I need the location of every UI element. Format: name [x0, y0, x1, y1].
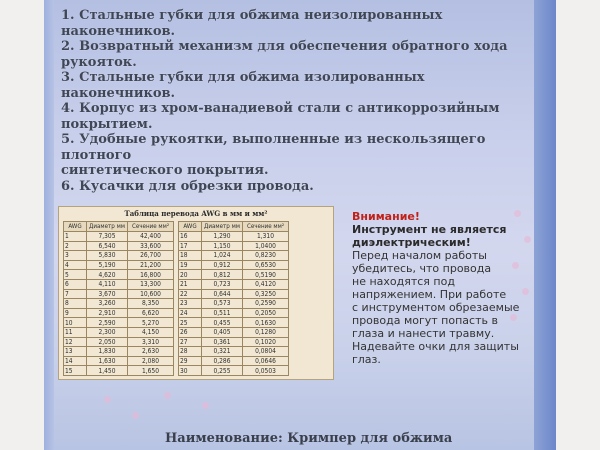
- section-cell: 6,620: [128, 308, 174, 318]
- section-cell: 0,8230: [243, 251, 289, 261]
- table-row: [179, 366, 289, 376]
- feature-line: 4. Корпус из хром-ванадиевой стали с антикоррозийным: [61, 101, 500, 116]
- diameter-cell: 0,255: [202, 366, 243, 376]
- left-edge-stripe: [44, 0, 54, 450]
- warning-text-line: с инструментом обрезаемые: [352, 301, 520, 314]
- feature-line: 3. Стальные губки для обжима изолированных: [61, 70, 425, 85]
- section-cell: 21,200: [128, 260, 174, 270]
- product-name: Наименование: Кримпер для обжима: [165, 431, 453, 446]
- diameter-cell: 1,630: [87, 356, 128, 366]
- awg-cell: 3: [64, 251, 87, 261]
- table-row: [64, 299, 174, 309]
- awg-cell: 23: [179, 299, 202, 309]
- table-row: [179, 327, 289, 337]
- warning-bold-line: диэлектрическим!: [352, 236, 471, 249]
- diameter-cell: 0,321: [202, 347, 243, 357]
- awg-table-title: Таблица перевода AWG в мм и мм²: [124, 209, 268, 218]
- warning-body-text: [352, 249, 528, 366]
- table-row: [179, 270, 289, 280]
- diameter-cell: 5,190: [87, 260, 128, 270]
- feature-line: 1. Стальные губки для обжима неизолированных: [61, 8, 443, 23]
- feature-line: 5. Удобные рукоятки, выполненные из нескользящего плотного: [61, 132, 486, 163]
- feature-line: наконечников.: [61, 85, 176, 101]
- table-row: [179, 279, 289, 289]
- diameter-cell: 2,910: [87, 308, 128, 318]
- section-cell: 5,270: [128, 318, 174, 328]
- section-cell: 26,700: [128, 251, 174, 261]
- warning-text-line: глаз.: [352, 353, 381, 366]
- table-row: [64, 356, 174, 366]
- section-cell: 42,400: [128, 232, 174, 242]
- diameter-cell: 0,812: [202, 270, 243, 280]
- section-cell: 0,5190: [243, 270, 289, 280]
- awg-cell: 6: [64, 279, 87, 289]
- section-cell: 0,1020: [243, 337, 289, 347]
- section-cell: 0,6530: [243, 260, 289, 270]
- awg-cell: 14: [64, 356, 87, 366]
- section-cell: 0,4120: [243, 279, 289, 289]
- awg-cell: 9: [64, 308, 87, 318]
- column-header-section: Сечение мм²: [128, 222, 174, 232]
- awg-cell: 5: [64, 270, 87, 280]
- table-row: [179, 251, 289, 261]
- awg-cell: 10: [64, 318, 87, 328]
- diameter-cell: 0,361: [202, 337, 243, 347]
- awg-cell: 21: [179, 279, 202, 289]
- section-cell: 0,0804: [243, 347, 289, 357]
- section-cell: 0,0503: [243, 366, 289, 376]
- diameter-cell: 3,670: [87, 289, 128, 299]
- column-header-diameter: Диаметр мм: [202, 222, 243, 232]
- diameter-cell: 7,305: [87, 232, 128, 242]
- section-cell: 4,150: [128, 327, 174, 337]
- feature-line: 6. Кусачки для обрезки провода.: [61, 178, 314, 194]
- table-row: [64, 308, 174, 318]
- diameter-cell: 0,723: [202, 279, 243, 289]
- awg-cell: 15: [64, 366, 87, 376]
- warning-bold-line: Инструмент не является: [352, 223, 507, 236]
- warning-bold-text: [352, 223, 528, 249]
- awg-cell: 13: [64, 347, 87, 357]
- table-row: [179, 289, 289, 299]
- table-row: [64, 241, 174, 251]
- section-cell: 10,600: [128, 289, 174, 299]
- decorative-dot: [164, 392, 171, 399]
- awg-cell: 1: [64, 232, 87, 242]
- table-row: [64, 232, 174, 242]
- table-row: [179, 337, 289, 347]
- section-cell: 0,2050: [243, 308, 289, 318]
- awg-conversion-table: [58, 206, 334, 380]
- section-cell: 2,080: [128, 356, 174, 366]
- diameter-cell: 4,110: [87, 279, 128, 289]
- section-cell: 1,310: [243, 232, 289, 242]
- table-row: [64, 337, 174, 347]
- section-cell: 8,350: [128, 299, 174, 309]
- diameter-cell: 0,511: [202, 308, 243, 318]
- section-cell: 0,3250: [243, 289, 289, 299]
- diameter-cell: 1,290: [202, 232, 243, 242]
- table-row: [64, 270, 174, 280]
- diameter-cell: 1,450: [87, 366, 128, 376]
- table-row: [179, 241, 289, 251]
- diameter-cell: 2,050: [87, 337, 128, 347]
- feature-list: [61, 8, 541, 194]
- diameter-cell: 1,150: [202, 241, 243, 251]
- warning-title: Внимание!: [352, 210, 420, 223]
- awg-cell: 26: [179, 327, 202, 337]
- table-row: [179, 232, 289, 242]
- table-row: [179, 308, 289, 318]
- feature-line: 2. Возвратный механизм для обеспечения обратного хода рукояток.: [61, 39, 508, 70]
- awg-cell: 24: [179, 308, 202, 318]
- table-row: [64, 289, 174, 299]
- table-row: [179, 260, 289, 270]
- column-header-diameter: Диаметр мм: [87, 222, 128, 232]
- table-row: [179, 318, 289, 328]
- table-row: [179, 299, 289, 309]
- section-cell: 2,630: [128, 347, 174, 357]
- awg-cell: 7: [64, 289, 87, 299]
- diameter-cell: 4,620: [87, 270, 128, 280]
- awg-cell: 11: [64, 327, 87, 337]
- awg-cell: 29: [179, 356, 202, 366]
- diameter-cell: 0,644: [202, 289, 243, 299]
- warning-text-line: убедитесь, что провода: [352, 262, 492, 275]
- column-header-awg: AWG: [64, 222, 87, 232]
- diameter-cell: 2,300: [87, 327, 128, 337]
- package-panel: [44, 0, 556, 450]
- section-cell: 3,310: [128, 337, 174, 347]
- decorative-dot: [104, 396, 111, 403]
- diameter-cell: 1,830: [87, 347, 128, 357]
- decorative-dot: [202, 402, 209, 409]
- diameter-cell: 1,024: [202, 251, 243, 261]
- feature-line: синтетического покрытия.: [61, 163, 269, 178]
- section-cell: 0,2590: [243, 299, 289, 309]
- awg-cell: 4: [64, 260, 87, 270]
- column-header-awg: AWG: [179, 222, 202, 232]
- warning-text-line: глаза и нанести травму.: [352, 327, 495, 340]
- awg-cell: 2: [64, 241, 87, 251]
- diameter-cell: 5,830: [87, 251, 128, 261]
- section-cell: 1,0400: [243, 241, 289, 251]
- awg-table-right: [178, 221, 289, 376]
- awg-cell: 18: [179, 251, 202, 261]
- section-cell: 0,1280: [243, 327, 289, 337]
- awg-cell: 8: [64, 299, 87, 309]
- column-header-section: Сечение мм²: [243, 222, 289, 232]
- warning-text-line: Надевайте очки для защиты: [352, 340, 519, 353]
- table-row: [64, 251, 174, 261]
- section-cell: 13,300: [128, 279, 174, 289]
- awg-cell: 16: [179, 232, 202, 242]
- awg-cell: 22: [179, 289, 202, 299]
- awg-cell: 30: [179, 366, 202, 376]
- feature-line: покрытием.: [61, 116, 153, 132]
- table-row: [179, 347, 289, 357]
- table-row: [64, 366, 174, 376]
- diameter-cell: 0,912: [202, 260, 243, 270]
- section-cell: 0,0646: [243, 356, 289, 366]
- awg-cell: 27: [179, 337, 202, 347]
- table-row: [64, 260, 174, 270]
- awg-table-left: [63, 221, 174, 376]
- section-cell: 1,650: [128, 366, 174, 376]
- section-cell: 33,600: [128, 241, 174, 251]
- warning-text-line: провода могут попасть в: [352, 314, 498, 327]
- warning-text-line: напряжением. При работе: [352, 288, 507, 301]
- awg-cell: 20: [179, 270, 202, 280]
- diameter-cell: 3,260: [87, 299, 128, 309]
- table-row: [64, 279, 174, 289]
- awg-cell: 25: [179, 318, 202, 328]
- diameter-cell: 2,590: [87, 318, 128, 328]
- table-row: [179, 356, 289, 366]
- section-cell: 0,1630: [243, 318, 289, 328]
- warning-text-line: не находятся под: [352, 275, 455, 288]
- awg-cell: 17: [179, 241, 202, 251]
- table-row: [64, 347, 174, 357]
- feature-line: наконечников.: [61, 23, 176, 39]
- decorative-dot: [132, 412, 139, 419]
- warning-block: [352, 210, 528, 366]
- table-row: [64, 318, 174, 328]
- table-row: [64, 327, 174, 337]
- awg-cell: 12: [64, 337, 87, 347]
- warning-text-line: Перед началом работы: [352, 249, 487, 262]
- diameter-cell: 0,455: [202, 318, 243, 328]
- diameter-cell: 0,573: [202, 299, 243, 309]
- diameter-cell: 6,540: [87, 241, 128, 251]
- awg-cell: 19: [179, 260, 202, 270]
- diameter-cell: 0,405: [202, 327, 243, 337]
- section-cell: 16,800: [128, 270, 174, 280]
- awg-cell: 28: [179, 347, 202, 357]
- diameter-cell: 0,286: [202, 356, 243, 366]
